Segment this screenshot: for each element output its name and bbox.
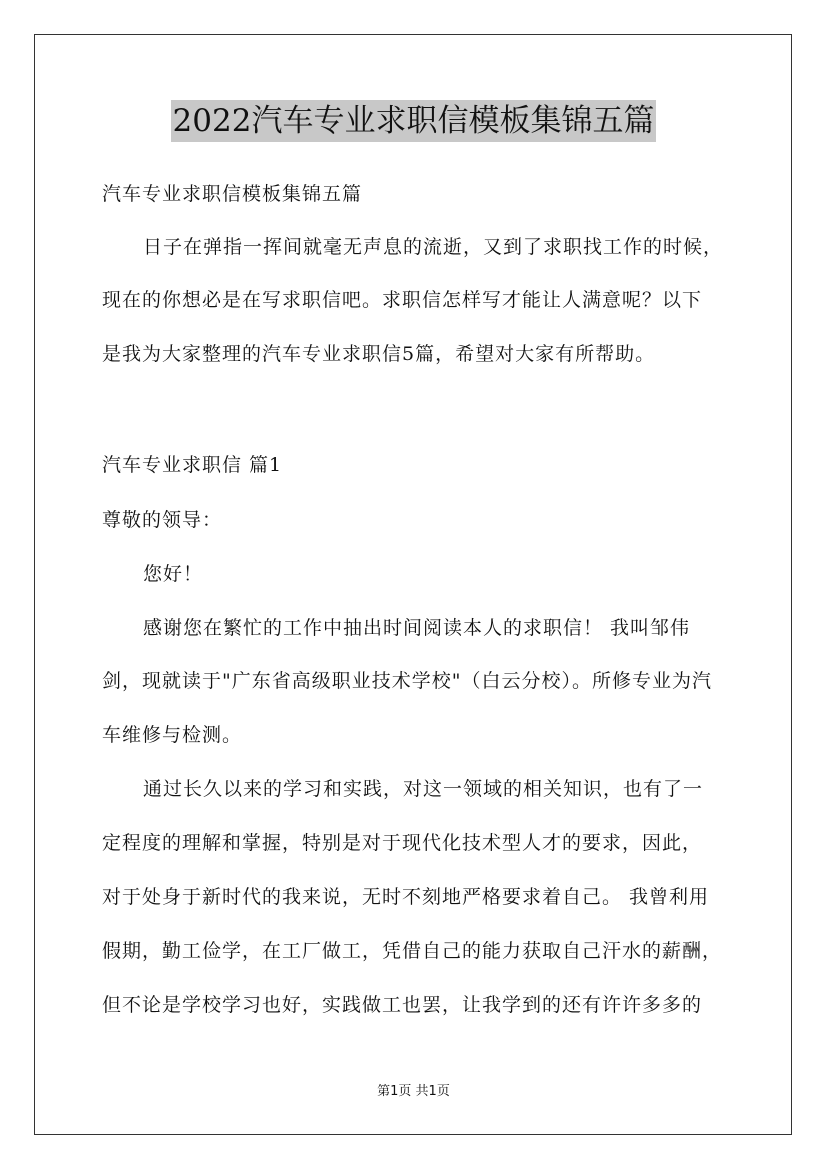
title-container	[0, 100, 827, 142]
paragraph-line: 假期，勤工俭学，在工厂做工，凭借自己的能力获取自己汗水的薪酬，	[102, 940, 723, 962]
paragraph-line: 车维修与检测。	[102, 724, 243, 746]
intro-line: 现在的你想必是在写求职信吧。求职信怎样写才能让人满意呢？以下	[102, 289, 703, 311]
paragraph-line: 对于处身于新时代的我来说，无时不刻地严格要求着自己。 我曾利用	[102, 886, 710, 908]
document-title: 2022汽车专业求职信模板集锦五篇	[171, 100, 657, 142]
page-footer: 第1页 共1页	[377, 1084, 450, 1099]
paragraph-line: 定程度的理解和掌握，特别是对于现代化技术型人才的要求，因此，	[102, 832, 703, 854]
salutation: 尊敬的领导：	[102, 509, 223, 531]
document-subtitle: 汽车专业求职信模板集锦五篇	[102, 183, 363, 205]
intro-line: 是我为大家整理的汽车专业求职信5篇，希望对大家有所帮助。	[102, 343, 656, 365]
section-heading: 汽车专业求职信 篇1	[102, 454, 283, 476]
paragraph-line: 感谢您在繁忙的工作中抽出时间阅读本人的求职信！ 我叫邹伟	[143, 617, 691, 639]
intro-line: 日子在弹指一挥间就毫无声息的流逝，又到了求职找工作的时候，	[143, 236, 724, 258]
greeting: 您好！	[143, 563, 204, 585]
paragraph-line: 通过长久以来的学习和实践，对这一领域的相关知识，也有了一	[143, 778, 704, 800]
paragraph-line: 但不论是学校学习也好，实践做工也罢，让我学到的还有许许多多的	[102, 994, 703, 1016]
paragraph-line: 剑，现就读于"广东省高级职业技术学校"（白云分校）。所修专业为汽	[102, 670, 712, 692]
